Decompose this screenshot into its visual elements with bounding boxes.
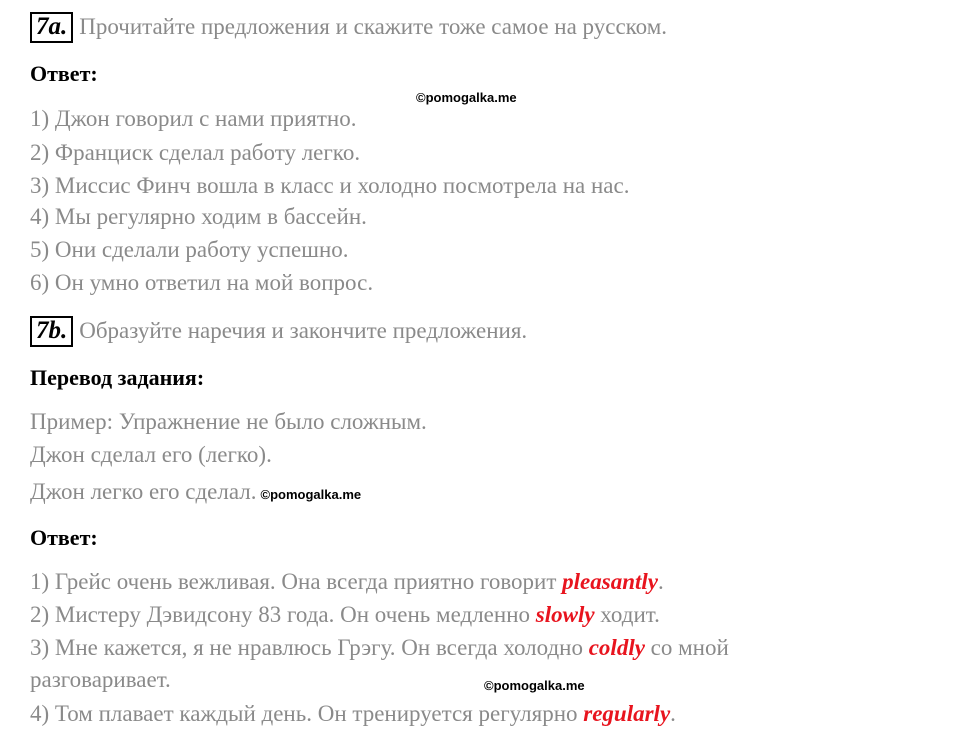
example-line-2: Джон сделал его (легко). bbox=[30, 442, 272, 467]
answer-b-4-word: regularly bbox=[583, 701, 671, 726]
answer-b-4-after: . bbox=[670, 701, 676, 726]
answer-b-2-word: slowly bbox=[535, 602, 595, 627]
answer-heading-b: Ответ: bbox=[30, 525, 98, 550]
translation-heading: Перевод задания: bbox=[30, 365, 205, 390]
example-line-3-text: Джон легко его сделал. bbox=[30, 479, 257, 504]
answer-b-1-after: . bbox=[658, 569, 664, 594]
task-7a-number: 7a. bbox=[30, 12, 73, 43]
answer-a-line-1: 1) Джон говорил с нами приятно. bbox=[30, 106, 357, 131]
answer-b-4-text: 4) Том плавает каждый день. Он тренируется регулярно bbox=[30, 701, 584, 726]
answer-b-2-text: 2) Мистеру Дэвидсону 83 года. Он очень медленно bbox=[30, 602, 536, 627]
answer-b-1-word: pleasantly bbox=[562, 569, 658, 594]
answer-a-line-3: 3) Миссис Финч вошла в класс и холодно посмотрела на нас. bbox=[30, 173, 630, 198]
answer-a-line-5: 5) Они сделали работу успешно. bbox=[30, 237, 349, 262]
watermark-1: ©pomogalka.me bbox=[416, 90, 517, 105]
answer-b-2-after: ходит. bbox=[594, 602, 660, 627]
answer-b-1-text: 1) Грейс очень вежливая. Она всегда приятно говорит bbox=[30, 569, 563, 594]
answer-b-3-word: coldly bbox=[588, 635, 645, 660]
task-7b-number: 7b. bbox=[30, 316, 73, 347]
task-7a-instruction: Прочитайте предложения и скажите тоже самое на русском. bbox=[79, 14, 668, 39]
answer-b-line-4 bbox=[30, 700, 676, 728]
answer-b-line-3-cont: разговаривает. bbox=[30, 667, 171, 692]
answer-b-line-2 bbox=[30, 601, 660, 629]
answer-b-3-after: со мной bbox=[644, 635, 729, 660]
watermark-3: ©pomogalka.me bbox=[484, 678, 585, 693]
watermark-2: ©pomogalka.me bbox=[260, 487, 362, 502]
answer-b-line-3 bbox=[30, 634, 729, 662]
answer-b-line-1 bbox=[30, 568, 664, 596]
example-line-1: Пример: Упражнение не было сложным. bbox=[30, 409, 427, 434]
answer-a-line-6: 6) Он умно ответил на мой вопрос. bbox=[30, 270, 374, 295]
task-7b-instruction: Образуйте наречия и закончите предложения. bbox=[79, 318, 528, 343]
example-line-3 bbox=[30, 478, 361, 509]
task-7a-header bbox=[30, 12, 667, 43]
answer-heading-a: Ответ: bbox=[30, 61, 98, 86]
task-7b-header bbox=[30, 316, 527, 347]
answer-b-3-text: 3) Мне кажется, я не нравлюсь Грэгу. Он всегда холодно bbox=[30, 635, 589, 660]
answer-a-line-2: 2) Франциск сделал работу легко. bbox=[30, 140, 361, 165]
answer-a-line-4: 4) Мы регулярно ходим в бассейн. bbox=[30, 204, 367, 229]
